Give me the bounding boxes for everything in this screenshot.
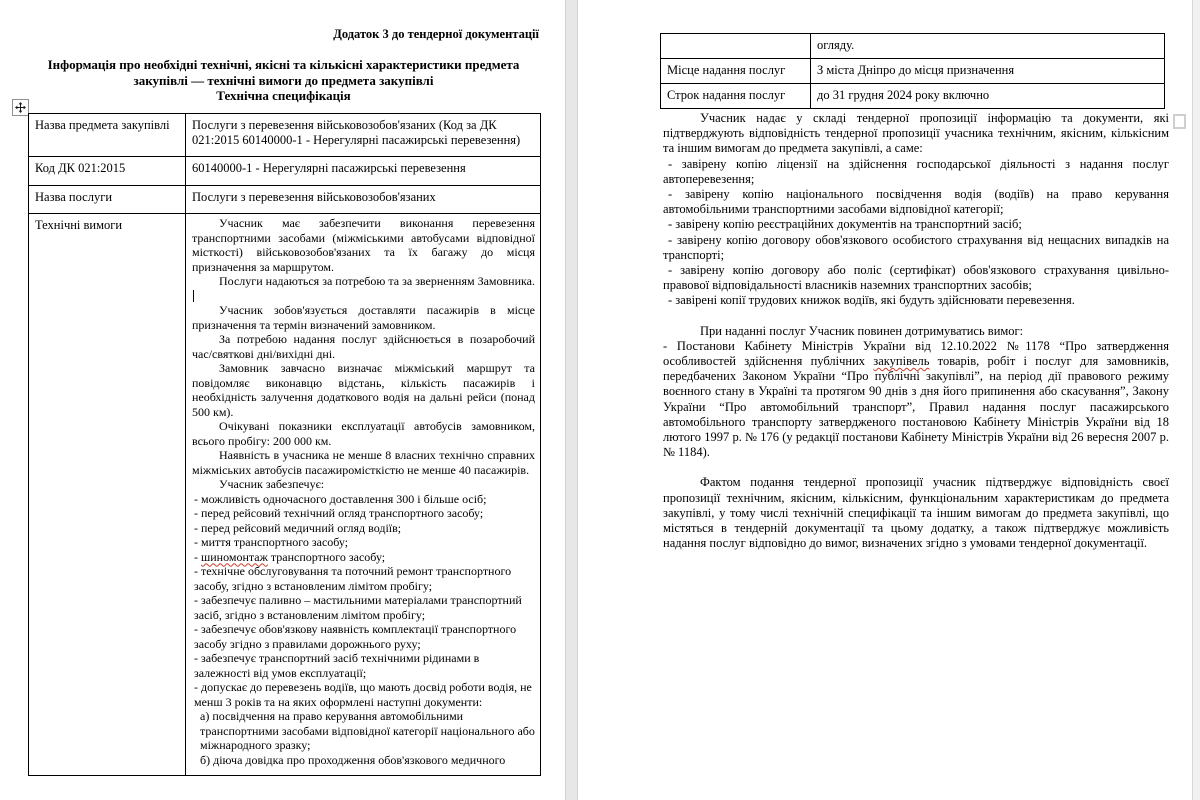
misspelled-word[interactable]: закупівель bbox=[873, 354, 930, 369]
paragraph[interactable]: Учасник забезпечує: bbox=[219, 477, 325, 491]
object-anchor-marker bbox=[1173, 114, 1186, 129]
paragraph[interactable]: Фактом подання тендерної пропозиції учасник підтверджує відповідність своєї пропозиції технічним, якісним, кількісним, функціональним характеристикам до предмета закупівлі, у тому числі технічній специфікації та іншим вимогам до предмета закупівлі, що містяться в тендерній документації та цьому додатку, а також підтверджує можливість надання послуг відповідно до вимог, визначених згідно з умовами тендерної документації. bbox=[663, 475, 1169, 551]
table-row bbox=[29, 114, 541, 157]
table-row bbox=[29, 157, 541, 186]
table-move-handle-icon[interactable] bbox=[12, 99, 29, 116]
annex-note: Додаток 3 до тендерної документації bbox=[333, 27, 539, 41]
table-row bbox=[29, 186, 541, 214]
tech-requirements-text[interactable] bbox=[192, 216, 535, 767]
row-value-cell[interactable]: огляду. bbox=[811, 34, 1165, 59]
row-label-cell[interactable]: Місце надання послуг bbox=[661, 59, 811, 84]
continuation-table[interactable] bbox=[660, 33, 1165, 109]
row-value-cell[interactable]: Послуги з перевезення військовозобов'язаних bbox=[186, 186, 541, 214]
paragraph[interactable]: - шиномонтаж транспортного засобу; bbox=[194, 549, 386, 564]
paragraph[interactable]: Очікувані показники експлуатації автобусів замовником, всього пробігу: 200 000 км. bbox=[192, 419, 535, 448]
row-label-cell[interactable]: Код ДК 021:2015 bbox=[29, 157, 186, 186]
paragraph[interactable]: Замовник завчасно визначає міжміський маршрут та повідомляє виконавцю відстань, кількість пасажирів і необхідність залучення додаткового водія на дальні рейси (понад 500 км). bbox=[192, 361, 535, 419]
row-label-cell[interactable]: Назва предмета закупівлі bbox=[29, 114, 186, 157]
paragraph[interactable]: - завірену копію реєстраційних документів на транспортний засіб; bbox=[668, 217, 1022, 232]
tech-requirements-cell[interactable] bbox=[186, 214, 541, 776]
paragraph[interactable]: - завірену копію ліцензії на здійснення господарської діяльності з надання послуг автоперевезення; bbox=[663, 156, 1169, 186]
document-page-1[interactable] bbox=[0, 0, 565, 800]
paragraph[interactable]: - забезпечує паливно – мастильними матеріалами транспортний засіб, згідно з встановленим лімітом пробігу; bbox=[194, 593, 522, 622]
text-cursor bbox=[193, 290, 194, 302]
row-label-cell[interactable]: Технічні вимоги bbox=[29, 214, 186, 776]
paragraph[interactable] bbox=[663, 460, 1169, 475]
row-value-cell[interactable]: Послуги з перевезення військовозобов'язаних (Код за ДК 021:2015 60140000-1 - Нерегулярні пасажирські перевезення) bbox=[186, 114, 541, 157]
table-row bbox=[661, 34, 1165, 59]
row-label-cell[interactable] bbox=[661, 34, 811, 59]
table-row bbox=[29, 214, 541, 776]
paragraph[interactable]: - завірену копію договору або поліс (сертифікат) обов'язкового страхування цивільно-правової відповідальності власників наземних транспортних засобів; bbox=[663, 263, 1169, 293]
paragraph[interactable]: - перед рейсовий технічний огляд транспортного засобу; bbox=[194, 506, 484, 520]
title-line-2: закупівлі — технічні вимоги до предмета закупівлі bbox=[133, 72, 434, 88]
paragraph[interactable]: Послуги надаються за потребою та за зверненням Замовника. bbox=[192, 274, 535, 303]
row-label-cell[interactable]: Строк надання послуг bbox=[661, 84, 811, 109]
paragraph[interactable]: Учасник має забезпечити виконання перевезення транспортними засобами (міжміськими автобусами відповідної місткості) військовозобов'язаних та їх багажу до місця призначення за маршрутом. bbox=[192, 216, 535, 274]
table-row bbox=[661, 84, 1165, 109]
document-title bbox=[20, 57, 547, 104]
paragraph[interactable]: Учасник надає у складі тендерної пропозиції інформацію та документи, які підтверджують відповідність тендерної пропозиції учасника технічним, якісним, кількісним та іншим вимогам до предмета закупівлі, а саме: bbox=[663, 111, 1169, 156]
paragraph[interactable]: - забезпечує обов'язкову наявність комплектації транспортного засобу згідно з правилами дорожнього руху; bbox=[194, 622, 517, 651]
specification-table[interactable] bbox=[28, 113, 541, 776]
paragraph[interactable]: - перед рейсовий медичний огляд водіїв; bbox=[194, 520, 402, 535]
scrollbar[interactable] bbox=[1192, 0, 1200, 800]
row-value-cell[interactable]: 60140000-1 - Нерегулярні пасажирські перевезення bbox=[186, 157, 541, 186]
paragraph[interactable]: - можливість одночасного доставлення 300 і більше осіб; bbox=[194, 491, 487, 506]
paragraph[interactable]: - забезпечує транспортний засіб технічними рідинами в залежності від умов експлуатації; bbox=[194, 651, 480, 680]
paragraph[interactable]: а) посвідчення на право керування автомобільними транспортними засобами відповідної категорії національного або міжнародного зразку; bbox=[200, 709, 535, 752]
paragraph[interactable]: - завірені копії трудових книжок водіїв, які будуть здійснювати перевезення. bbox=[668, 293, 1075, 308]
paragraph[interactable]: - Постанови Кабінету Міністрів України від 12.10.2022 №1178 “Про затвердження особливостей здійснення публічних закупівель товарів, робіт і послуг для замовників, передбачених Законом України “Про публічні закупівлі”, на період дії правового режиму воєнного стану в Україні та протягом 90 днів з дня його припинення або скасування”, Закону України “Про автомобільний транспорт”, Правил надання послуг пасажирського автомобільного транспорту затвердженого постановою Кабінету Міністрів України від 18 лютого 1997 р. № 176 (у редакції постанови Кабінету Міністрів України від 26 вересня 2007 р. № 1184). bbox=[663, 338, 1169, 460]
row-value-cell[interactable]: до 31 грудня 2024 року включно bbox=[811, 84, 1165, 109]
paragraph[interactable]: Наявність в учасника не менше 8 власних технічно справних міжміських автобусів пасажиромісткістю не менше 40 пасажирів. bbox=[192, 448, 535, 477]
body-text[interactable] bbox=[663, 111, 1169, 551]
row-value-cell[interactable]: З міста Дніпро до місця призначення bbox=[811, 59, 1165, 84]
paragraph[interactable]: Учасник зобов'язується доставляти пасажирів в місце призначення та термін визначений замовником. bbox=[192, 303, 535, 332]
title-line-1: Інформація про необхідні технічні, якісні та кількісні характеристики предмета bbox=[47, 57, 520, 72]
table-row bbox=[661, 59, 1165, 84]
paragraph[interactable]: За потребою надання послуг здійснюється в позаробочий час/святкові дні/вихідні дні. bbox=[192, 332, 535, 361]
misspelled-word[interactable]: шиномонтаж bbox=[201, 549, 268, 564]
paragraph[interactable] bbox=[663, 309, 1169, 324]
paragraph[interactable]: - миття транспортного засобу; bbox=[194, 535, 349, 549]
paragraph[interactable]: - завірену копію національного посвідчення водія (водіїв) на право керування автомобільними транспортними засобами відповідної категорії; bbox=[663, 187, 1169, 217]
paragraph[interactable]: - завірену копію договору обов'язкового особистого страхування від нещасних випадків на транспорті; bbox=[663, 232, 1169, 262]
document-page-2[interactable] bbox=[578, 0, 1192, 800]
paragraph[interactable]: - допускає до перевезень водіїв, що мають досвід роботи водія, не менш 3 років та на яких оформлені наступні документи: bbox=[194, 680, 532, 709]
paragraph[interactable]: б) діюча довідка про проходження обов'язкового медичного bbox=[200, 752, 506, 767]
paragraph[interactable]: - технічне обслуговування та поточний ремонт транспортного засобу, згідно з встановленим лімітом пробігу; bbox=[194, 564, 512, 593]
page-gap bbox=[565, 0, 578, 800]
paragraph[interactable]: При наданні послуг Учасник повинен дотримуватись вимог: bbox=[700, 323, 1024, 338]
row-label-cell[interactable]: Назва послуги bbox=[29, 186, 186, 214]
title-line-3: Технічна специфікація bbox=[216, 88, 351, 103]
